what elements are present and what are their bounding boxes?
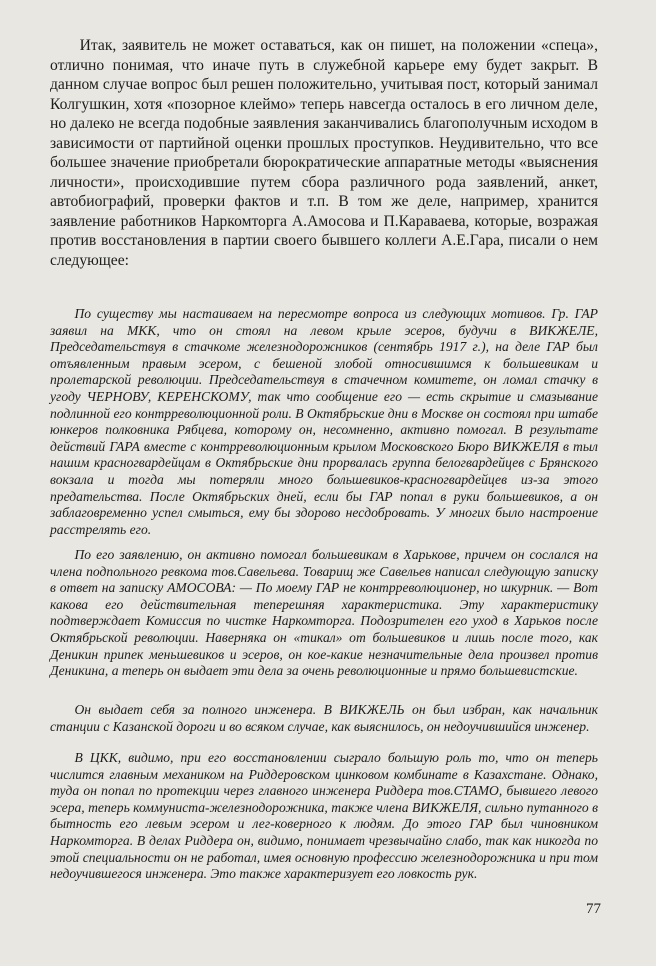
quote-paragraph-1: По существу мы настаиваем на пересмотре вопроса из следующих мотивов. Гр. ГАР заявил на МКК, что он стоял на левом крыле эсеров, будучи в ВИКЖЕЛЕ, Председательствуя в стачкоме железнодорожников (сентябрь 1917 г.), на деле ГАР был отъявленным правым эсером, с бешеной злобой относившимся к большевикам и пролетарской революции. Председательствуя в стачечном комитете, он ломал стачку в угоду ЧЕРНОВУ, КЕРЕНСКОМУ, так что сообщение его — есть скрытие и смазывание подлинной его контрреволюционной роли. В Октябрьские дни в Москве он состоял при штабе юнкеров полковника Рябцева, которому он, несомненно, активно помогал. В результате действий ГАРА вместе с контрреволюционным крылом Московского Бюро ВИКЖЕЛЯ в тыл нашим красногвардейцам в Октябрьские дни прорвалась группа белогвардейцев с Брянского вокзала и тогда мы потеряли много большевиков-красногвардейцев из-за этого предательства. После Октябрьских дней, если бы ГАР попал в руки большевиков, а он заблаговременно успел смыться, ему бы здорово несдобровать. У многих было настроение расстрелять его.: [50, 306, 598, 537]
page-number: 77: [586, 901, 601, 917]
quote-paragraph-3: Он выдает себя за полного инженера. В ВИКЖЕЛЬ он был избран, как начальник станции с Казанской дороги и во всяком случае, как выяснилось, он недоучившийся инженер.: [50, 702, 598, 734]
quote-paragraph-4: В ЦКК, видимо, при его восстановлении сыграло большую роль то, что он теперь числится главным механиком на Риддеровском цинковом комбинате в Казахстане. Однако, туда он попал по протекции через главного инженера Риддера тов.СТАМО, бывшего левого эсера, теперь коммуниста-железнодорожника, также члена ВИКЖЕЛЯ, сильно путанного в бытность его левым эсером и лег-коверного к людям. До этого ГАР был чиновником Наркомторга. В делах Риддера он, видимо, понимает чрезвычайно слабо, так как никогда по этой специальности он не работал, имея основную профессию железнодорожника и при том недоучившегося инженера. Это также характеризует его ловкость рук.: [50, 750, 598, 882]
quote-paragraph-2: По его заявлению, он активно помогал большевикам в Харькове, причем он сослался на члена подпольного ревкома тов.Савельева. Товарищ же Савельев написал следующую записку в ответ на записку АМОСОВА: — По моему ГАР не контрреволюционер, но шкурник. — Вот какова его действительная теперешняя характеристика. Эту характеристику подтверждает Комиссия по чистке Наркомторга. Подозрителен его уход в Харьков после Октябрьской революции. Наверняка он «тикал» от большевиков и лишь после того, как Деникин припек меньшевиков и эсеров, он кое-какие незначительные дела произвел против Деникина, а теперь он выдает эти дела за очень революционные и прямо большевистские.: [50, 547, 598, 679]
main-paragraph: Итак, заявитель не может оставаться, как он пишет, на положении «спеца», отлично понимая, что иначе путь в служебной карьере ему будет закрыт. В данном случае вопрос был решен положительно, учитывая пост, который занимал Колгушкин, хотя «позорное клеймо» теперь навсегда осталось в его личном деле, но далеко не всегда подобные заявления заканчивались благополучным исходом в зависимости от партийной оценки прошлых проступков. Неудивительно, что все большее значение приобретали бюрократические аппаратные методы «выяснения личности», происходившие путем сбора различного рода заявлений, анкет, автобиографий, проверки фактов и т.п. В том же деле, например, хранится заявление работников Наркомторга А.Амосова и П.Караваева, которые, возражая против восстановления в партии своего бывшего коллеги А.Е.Гара, писали о нем следующее:: [50, 37, 598, 269]
